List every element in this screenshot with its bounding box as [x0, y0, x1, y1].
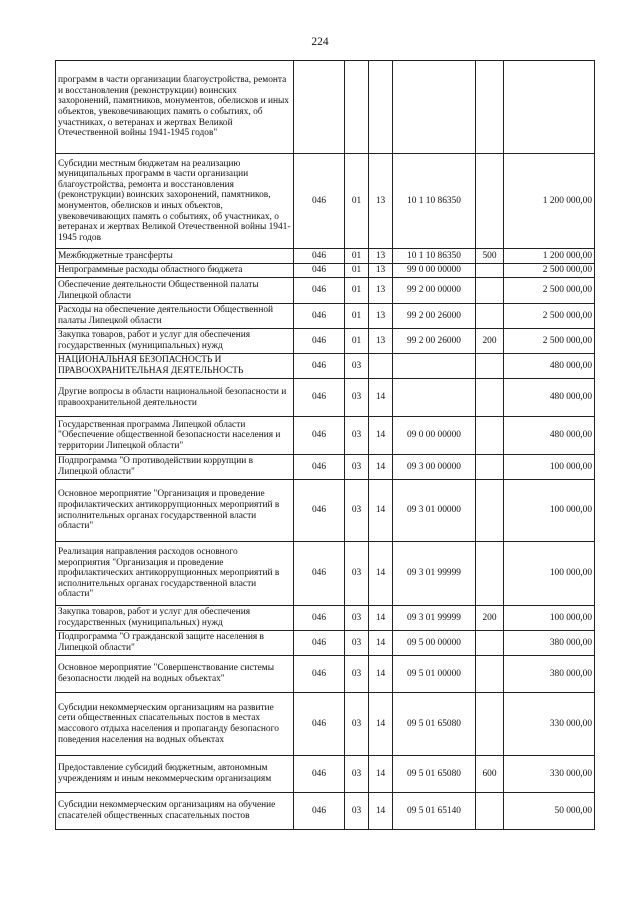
table-row — [56, 631, 595, 656]
grbs-code: 046 — [294, 542, 345, 606]
amount: 2 500 000,00 — [504, 264, 595, 278]
table-row — [56, 480, 595, 542]
expense-type-code — [476, 631, 504, 656]
table-row — [56, 304, 595, 329]
amount: 100 000,00 — [504, 480, 595, 542]
subsection-code: 13 — [369, 264, 393, 278]
grbs-code: 046 — [294, 631, 345, 656]
amount: 380 000,00 — [504, 631, 595, 656]
target-article-code: 09 3 00 00000 — [393, 455, 476, 480]
amount — [504, 61, 595, 154]
target-article-code: 99 0 00 00000 — [393, 264, 476, 278]
item-name: программ в части организации благоустройства, ремонта и восстановления (реконструкции) воинских захоронений, памятников, монументов, обелисков и иных объектов, увековечивающих память о событиях, об участниках, о ветеранах и жертвах Великой Отечественной войны 1941-1945 годов" — [56, 61, 294, 154]
grbs-code: 046 — [294, 264, 345, 278]
subsection-code: 14 — [369, 793, 393, 830]
section-code: 03 — [345, 455, 369, 480]
table-row — [56, 61, 595, 154]
target-article-code — [393, 379, 476, 417]
amount: 380 000,00 — [504, 656, 595, 693]
target-article-code: 10 1 10 86350 — [393, 249, 476, 264]
item-name: Основное мероприятие "Организация и проведение профилактических антикоррупционных мероприятий в исполнительных органах государственной власти области" — [56, 480, 294, 542]
expense-type-code: 200 — [476, 329, 504, 354]
item-name: НАЦИОНАЛЬНАЯ БЕЗОПАСНОСТЬ И ПРАВООХРАНИТЕЛЬНАЯ ДЕЯТЕЛЬНОСТЬ — [56, 354, 294, 379]
table-row — [56, 154, 595, 249]
subsection-code: 14 — [369, 693, 393, 756]
section-code — [345, 61, 369, 154]
target-article-code: 09 3 01 00000 — [393, 480, 476, 542]
section-code: 03 — [345, 542, 369, 606]
expense-type-code — [476, 61, 504, 154]
item-name: Государственная программа Липецкой области "Обеспечение общественной безопасности населения и территории Липецкой области" — [56, 417, 294, 455]
target-article-code: 09 5 01 65080 — [393, 693, 476, 756]
target-article-code: 09 3 01 99999 — [393, 542, 476, 606]
item-name: Подпрограмма "О гражданской защите населения в Липецкой области" — [56, 631, 294, 656]
table-row — [56, 264, 595, 278]
target-article-code: 99 2 00 00000 — [393, 278, 476, 304]
subsection-code: 14 — [369, 455, 393, 480]
item-name: Предоставление субсидий бюджетным, автономным учреждениям и иным некоммерческим организациям — [56, 756, 294, 793]
section-code: 01 — [345, 329, 369, 354]
table-row — [56, 793, 595, 830]
subsection-code — [369, 61, 393, 154]
section-code: 03 — [345, 379, 369, 417]
expense-type-code — [476, 379, 504, 417]
amount: 2 500 000,00 — [504, 304, 595, 329]
budget-table — [55, 60, 595, 830]
section-code: 01 — [345, 278, 369, 304]
target-article-code — [393, 61, 476, 154]
item-name: Закупка товаров, работ и услуг для обеспечения государственных (муниципальных) нужд — [56, 329, 294, 354]
target-article-code: 09 3 01 99999 — [393, 606, 476, 631]
item-name: Закупка товаров, работ и услуг для обеспечения государственных (муниципальных) нужд — [56, 606, 294, 631]
target-article-code: 09 5 00 00000 — [393, 631, 476, 656]
amount: 1 200 000,00 — [504, 154, 595, 249]
grbs-code: 046 — [294, 756, 345, 793]
amount: 480 000,00 — [504, 379, 595, 417]
target-article-code: 99 2 00 26000 — [393, 304, 476, 329]
grbs-code: 046 — [294, 278, 345, 304]
amount: 330 000,00 — [504, 756, 595, 793]
table-row — [56, 329, 595, 354]
target-article-code: 09 5 01 65140 — [393, 793, 476, 830]
subsection-code: 14 — [369, 631, 393, 656]
target-article-code: 09 0 00 00000 — [393, 417, 476, 455]
section-code: 01 — [345, 154, 369, 249]
amount: 330 000,00 — [504, 693, 595, 756]
section-code: 03 — [345, 656, 369, 693]
expense-type-code — [476, 656, 504, 693]
amount: 100 000,00 — [504, 606, 595, 631]
section-code: 01 — [345, 249, 369, 264]
amount: 480 000,00 — [504, 354, 595, 379]
expense-type-code: 500 — [476, 249, 504, 264]
section-code: 03 — [345, 480, 369, 542]
subsection-code: 14 — [369, 542, 393, 606]
item-name: Расходы на обеспечение деятельности Общественной палаты Липецкой области — [56, 304, 294, 329]
section-code: 01 — [345, 304, 369, 329]
table-row — [56, 379, 595, 417]
expense-type-code — [476, 693, 504, 756]
subsection-code: 13 — [369, 154, 393, 249]
expense-type-code — [476, 417, 504, 455]
target-article-code — [393, 354, 476, 379]
table-row — [56, 455, 595, 480]
subsection-code: 13 — [369, 278, 393, 304]
section-code: 01 — [345, 264, 369, 278]
grbs-code: 046 — [294, 417, 345, 455]
expense-type-code — [476, 480, 504, 542]
item-name: Субсидии некоммерческим организациям на развитие сети общественных спасательных постов в местах массового отдыха населения и пропаганду безопасного поведения населения на водных объектах — [56, 693, 294, 756]
subsection-code: 14 — [369, 379, 393, 417]
grbs-code: 046 — [294, 455, 345, 480]
grbs-code: 046 — [294, 693, 345, 756]
item-name: Субсидии некоммерческим организациям на обучение спасателей общественных спасательных постов — [56, 793, 294, 830]
subsection-code: 14 — [369, 756, 393, 793]
subsection-code: 13 — [369, 304, 393, 329]
target-article-code: 99 2 00 26000 — [393, 329, 476, 354]
subsection-code: 14 — [369, 656, 393, 693]
grbs-code: 046 — [294, 249, 345, 264]
grbs-code: 046 — [294, 606, 345, 631]
table-row — [56, 756, 595, 793]
subsection-code — [369, 354, 393, 379]
amount: 2 500 000,00 — [504, 329, 595, 354]
item-name: Межбюджетные трансферты — [56, 249, 294, 264]
subsection-code: 13 — [369, 329, 393, 354]
amount: 100 000,00 — [504, 542, 595, 606]
target-article-code: 10 1 10 86350 — [393, 154, 476, 249]
expense-type-code — [476, 542, 504, 606]
grbs-code: 046 — [294, 793, 345, 830]
subsection-code: 14 — [369, 417, 393, 455]
expense-type-code — [476, 354, 504, 379]
target-article-code: 09 5 01 00000 — [393, 656, 476, 693]
item-name: Обеспечение деятельности Общественной палаты Липецкой области — [56, 278, 294, 304]
table-row — [56, 693, 595, 756]
expense-type-code — [476, 793, 504, 830]
grbs-code: 046 — [294, 480, 345, 542]
expense-type-code — [476, 304, 504, 329]
amount: 480 000,00 — [504, 417, 595, 455]
item-name: Основное мероприятие "Совершенствование системы безопасности людей на водных объектах" — [56, 656, 294, 693]
table-row — [56, 278, 595, 304]
section-code: 03 — [345, 606, 369, 631]
page-number: 224 — [311, 36, 329, 48]
table-row — [56, 417, 595, 455]
expense-type-code: 600 — [476, 756, 504, 793]
section-code: 03 — [345, 631, 369, 656]
amount: 100 000,00 — [504, 455, 595, 480]
expense-type-code — [476, 154, 504, 249]
grbs-code: 046 — [294, 329, 345, 354]
expense-type-code — [476, 264, 504, 278]
grbs-code: 046 — [294, 379, 345, 417]
subsection-code: 14 — [369, 606, 393, 631]
expense-type-code — [476, 278, 504, 304]
grbs-code: 046 — [294, 354, 345, 379]
item-name: Реализация направления расходов основного мероприятия "Организация и проведение профилактических антикоррупционных мероприятий в исполнительных органах государственной власти области" — [56, 542, 294, 606]
section-code: 03 — [345, 417, 369, 455]
expense-type-code — [476, 455, 504, 480]
grbs-code: 046 — [294, 656, 345, 693]
grbs-code — [294, 61, 345, 154]
table-row — [56, 656, 595, 693]
table-row — [56, 542, 595, 606]
table-row — [56, 606, 595, 631]
grbs-code: 046 — [294, 304, 345, 329]
amount: 50 000,00 — [504, 793, 595, 830]
item-name: Непрограммные расходы областного бюджета — [56, 264, 294, 278]
item-name: Подпрограмма "О противодействии коррупции в Липецкой области" — [56, 455, 294, 480]
section-code: 03 — [345, 693, 369, 756]
subsection-code: 14 — [369, 480, 393, 542]
section-code: 03 — [345, 793, 369, 830]
item-name: Другие вопросы в области национальной безопасности и правоохранительной деятельности — [56, 379, 294, 417]
table-row — [56, 249, 595, 264]
subsection-code: 13 — [369, 249, 393, 264]
section-code: 03 — [345, 354, 369, 379]
section-code: 03 — [345, 756, 369, 793]
amount: 2 500 000,00 — [504, 278, 595, 304]
grbs-code: 046 — [294, 154, 345, 249]
table-row — [56, 354, 595, 379]
amount: 1 200 000,00 — [504, 249, 595, 264]
item-name: Субсидии местным бюджетам на реализацию муниципальных программ в части организации благоустройства, ремонта и восстановления (реконструкции) воинских захоронений, памятников, монументов, обелисков и иных объектов, увековечивающих память о событиях, об участниках, о ветеранах и жертвах Великой Отечественной войны 1941-1945 годов — [56, 154, 294, 249]
target-article-code: 09 5 01 65080 — [393, 756, 476, 793]
expense-type-code: 200 — [476, 606, 504, 631]
